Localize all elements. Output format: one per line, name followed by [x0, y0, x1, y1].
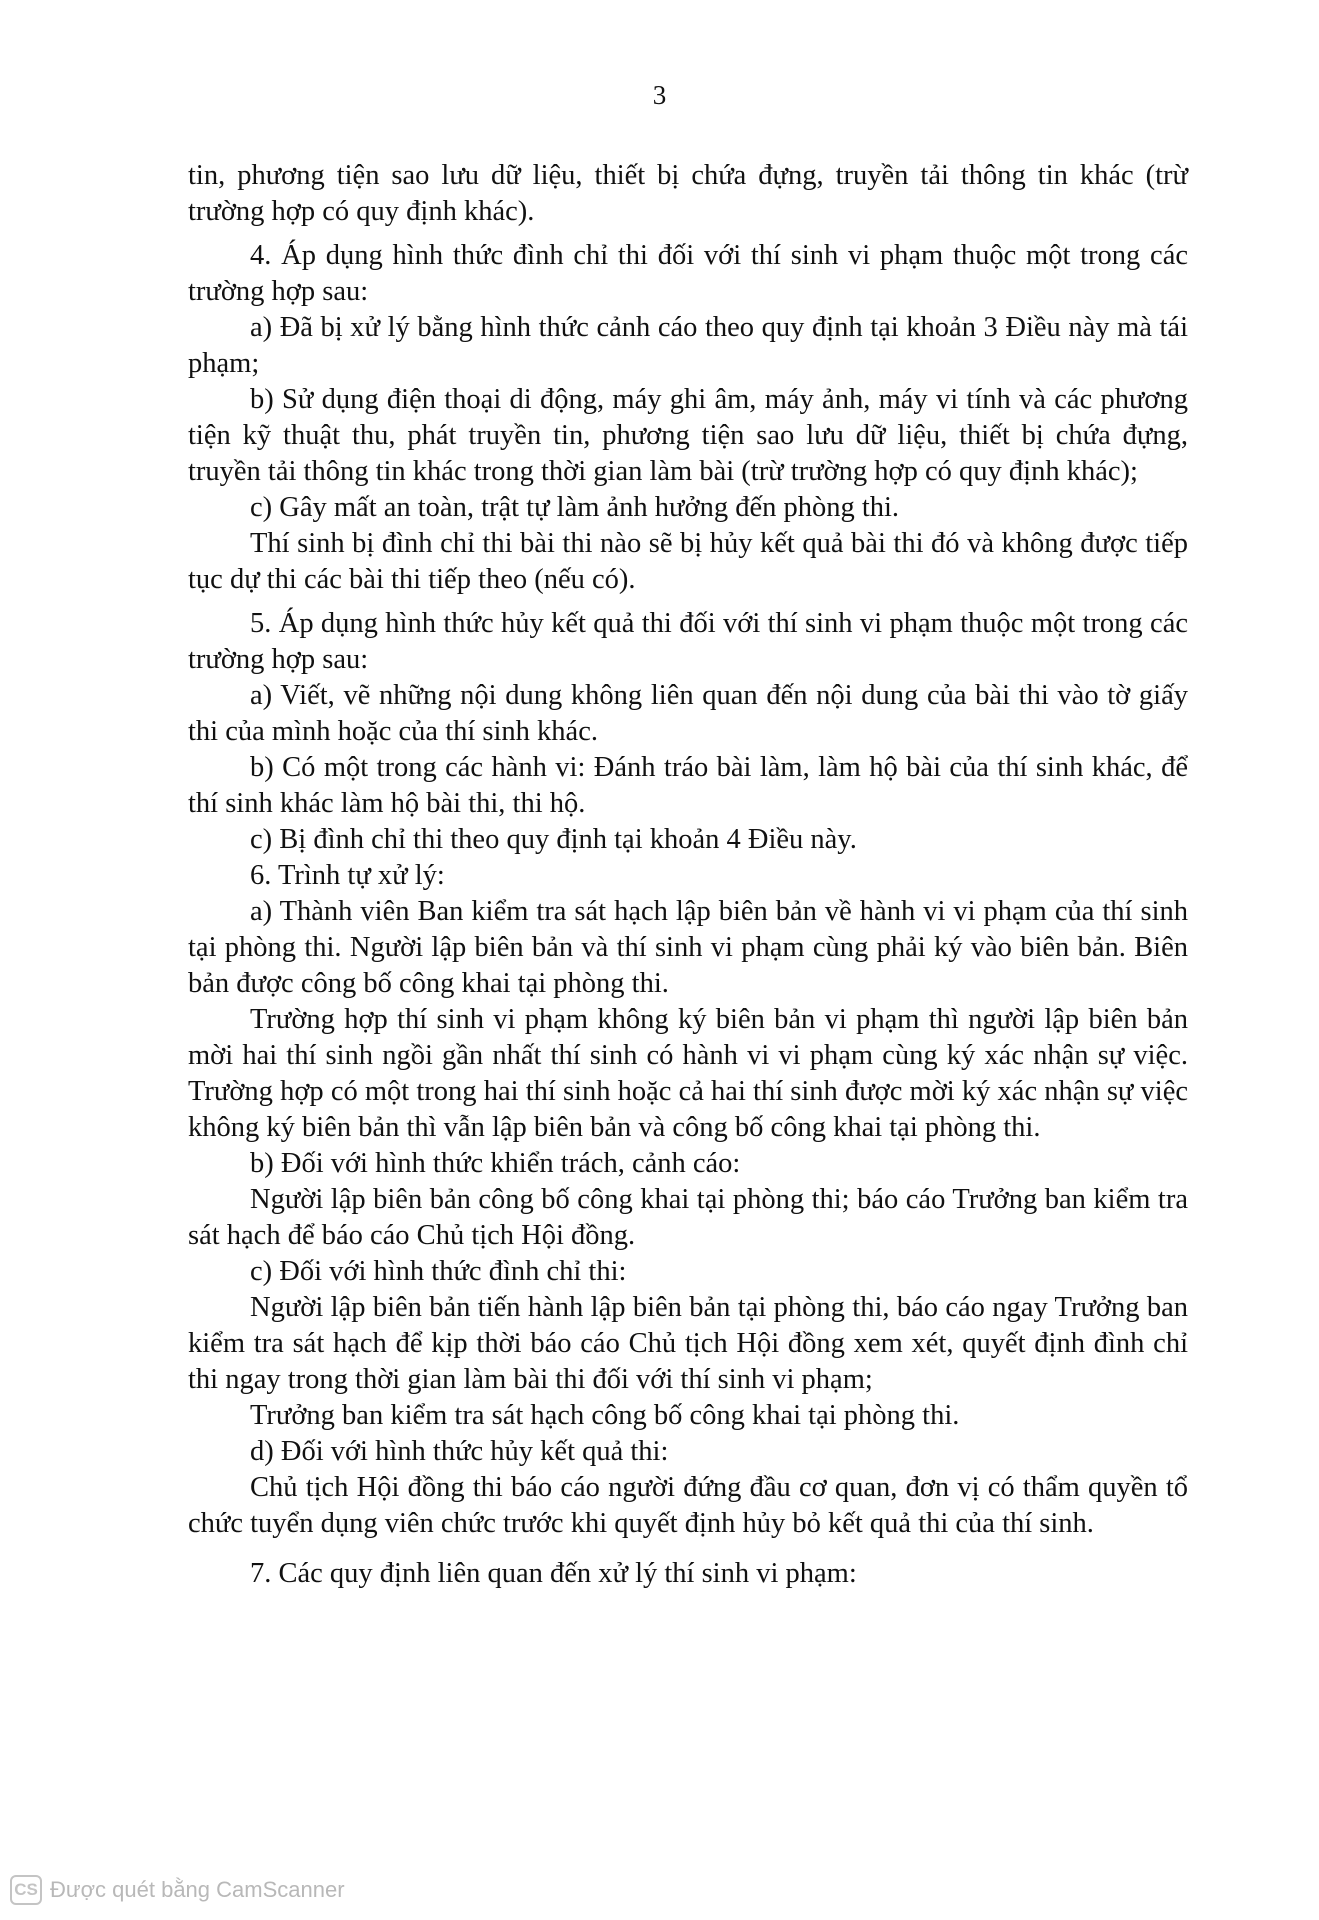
paragraph: Trường hợp thí sinh vi phạm không ký biên bản vi phạm thì người lập biên bản mời hai thí sinh ngồi gần nhất thí sinh có hành vi vi phạm cùng ký xác nhận sự việc. Trường hợp có một trong hai thí sinh hoặc cả hai thí sinh được mời ký xác nhận sự việc không ký biên bản thì vẫn lập biên bản và công bố công khai tại phòng thi.	[188, 1004, 1188, 1143]
paragraph: a) Viết, vẽ những nội dung không liên quan đến nội dung của bài thi vào tờ giấy thi của mình hoặc của thí sinh khác.	[188, 680, 1188, 747]
paragraph: c) Bị đình chỉ thi theo quy định tại khoản 4 Điều này.	[250, 824, 857, 855]
page-number: 3	[652, 80, 667, 110]
camscanner-logo-icon: CS	[10, 1875, 42, 1905]
paragraph: Chủ tịch Hội đồng thi báo cáo người đứng đầu cơ quan, đơn vị có thẩm quyền tổ chức tuyển dụng viên chức trước khi quyết định hủy bỏ kết quả thi của thí sinh.	[188, 1472, 1188, 1539]
watermark-text: Được quét bằng CamScanner	[50, 1877, 345, 1902]
paragraph: tin, phương tiện sao lưu dữ liệu, thiết bị chứa đựng, truyền tải thông tin khác (trừ trường hợp có quy định khác).	[188, 160, 1188, 227]
paragraph: b) Sử dụng điện thoại di động, máy ghi âm, máy ảnh, máy vi tính và các phương tiện kỹ thuật thu, phát truyền tin, phương tiện sao lưu dữ liệu, thiết bị chứa đựng, truyền tải thông tin khác trong thời gian làm bài (trừ trường hợp có quy định khác);	[188, 384, 1188, 487]
paragraph: 4. Áp dụng hình thức đình chỉ thi đối với thí sinh vi phạm thuộc một trong các trường hợp sau:	[188, 240, 1188, 307]
paragraph: c) Gây mất an toàn, trật tự làm ảnh hưởng đến phòng thi.	[250, 492, 900, 523]
paragraph: b) Đối với hình thức khiển trách, cảnh cáo:	[250, 1148, 741, 1179]
paragraph: 5. Áp dụng hình thức hủy kết quả thi đối với thí sinh vi phạm thuộc một trong các trường hợp sau:	[188, 608, 1188, 675]
camscanner-watermark	[10, 1873, 345, 1907]
paragraph: a) Thành viên Ban kiểm tra sát hạch lập biên bản về hành vi vi phạm của thí sinh tại phòng thi. Người lập biên bản và thí sinh vi phạm cùng phải ký vào biên bản. Biên bản được công bố công khai tại phòng thi.	[188, 896, 1188, 999]
paragraph: 6. Trình tự xử lý:	[250, 860, 445, 891]
document-body	[188, 158, 1188, 1592]
paragraph: 7. Các quy định liên quan đến xử lý thí sinh vi phạm:	[250, 1558, 857, 1589]
paragraph: d) Đối với hình thức hủy kết quả thi:	[250, 1436, 669, 1467]
paragraph: Trưởng ban kiểm tra sát hạch công bố công khai tại phòng thi.	[250, 1400, 960, 1431]
paragraph: Thí sinh bị đình chỉ thi bài thi nào sẽ bị hủy kết quả bài thi đó và không được tiếp tục dự thi các bài thi tiếp theo (nếu có).	[188, 528, 1188, 595]
paragraph: Người lập biên bản công bố công khai tại phòng thi; báo cáo Trưởng ban kiểm tra sát hạch để báo cáo Chủ tịch Hội đồng.	[188, 1184, 1188, 1251]
paragraph: b) Có một trong các hành vi: Đánh tráo bài làm, làm hộ bài của thí sinh khác, để thí sinh khác làm hộ bài thi, thi hộ.	[188, 752, 1188, 819]
paragraph: c) Đối với hình thức đình chỉ thi:	[250, 1256, 627, 1287]
paragraph: Người lập biên bản tiến hành lập biên bản tại phòng thi, báo cáo ngay Trưởng ban kiểm tra sát hạch để kịp thời báo cáo Chủ tịch Hội đồng xem xét, quyết định đình chỉ thi ngay trong thời gian làm bài thi đối với thí sinh vi phạm;	[188, 1292, 1188, 1395]
paragraph: a) Đã bị xử lý bằng hình thức cảnh cáo theo quy định tại khoản 3 Điều này mà tái phạm;	[188, 312, 1188, 379]
